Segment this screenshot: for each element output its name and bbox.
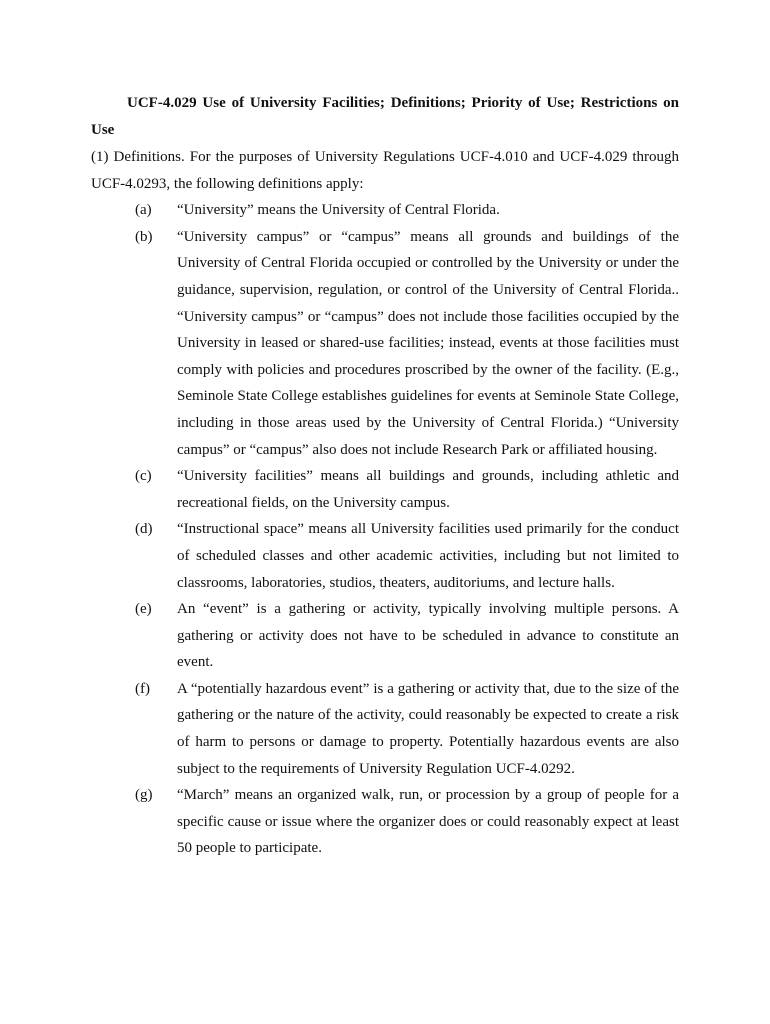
- definitions-list: [91, 197, 679, 862]
- definition-text: “University campus” or “campus” means all grounds and buildings of the University of Central Florida occupied or controlled by the University or under the guidance, supervision, regulation, or control of the University of Central Florida.. “University campus” or “campus” does not include those facilities occupied by the University in leased or shared-use facilities; instead, events at those facilities must comply with policies and procedures proscribed by the owner of the facility. (E.g., Seminole State College establishes guidelines for events at Seminole State College, including in those areas used by the University of Central Florida.) “University campus” or “campus” also does not include Research Park or affiliated housing.: [177, 228, 679, 458]
- definition-letter: (e): [135, 601, 152, 618]
- definition-text: A “potentially hazardous event” is a gathering or activity that, due to the size of the gathering or the nature of the activity, could reasonably be expected to create a risk of harm to persons or damage to property. Potentially hazardous events are also subject to the requirements of University Regulation UCF-4.0292.: [177, 680, 679, 777]
- definition-letter: (g): [135, 787, 153, 804]
- definition-item-a: [91, 197, 679, 224]
- definition-item-c: [91, 463, 679, 516]
- definition-text: An “event” is a gathering or activity, typically involving multiple persons. A gathering or activity does not have to be scheduled in advance to constitute an event.: [177, 601, 679, 671]
- definition-item-e: [91, 596, 679, 676]
- definition-letter: (f): [135, 680, 150, 697]
- definition-letter: (a): [135, 202, 152, 219]
- definition-item-d: [91, 516, 679, 596]
- definition-letter: (d): [135, 521, 153, 538]
- definition-item-b: [91, 224, 679, 463]
- definition-text: “University facilities” means all buildings and grounds, including athletic and recreational fields, on the University campus.: [177, 468, 679, 511]
- definitions-intro: (1) Definitions. For the purposes of University Regulations UCF-4.010 and UCF-4.029 through UCF-4.0293, the following definitions apply:: [91, 149, 679, 192]
- definition-text: “Instructional space” means all University facilities used primarily for the conduct of scheduled classes and other academic activities, including but not limited to classrooms, laboratories, studios, theaters, auditoriums, and lecture halls.: [177, 521, 679, 591]
- definition-letter: (b): [135, 228, 153, 245]
- definition-item-f: [91, 676, 679, 782]
- definition-text: “March” means an organized walk, run, or procession by a group of people for a specific cause or issue where the organizer does or could reasonably expect at least 50 people to participate.: [177, 787, 679, 857]
- definition-letter: (c): [135, 468, 152, 485]
- definition-item-g: [91, 782, 679, 862]
- document-title: UCF-4.029 Use of University Facilities; Definitions; Priority of Use; Restrictions on Use: [91, 95, 679, 138]
- document-body: [91, 90, 679, 862]
- definition-text: “University” means the University of Central Florida.: [177, 202, 500, 219]
